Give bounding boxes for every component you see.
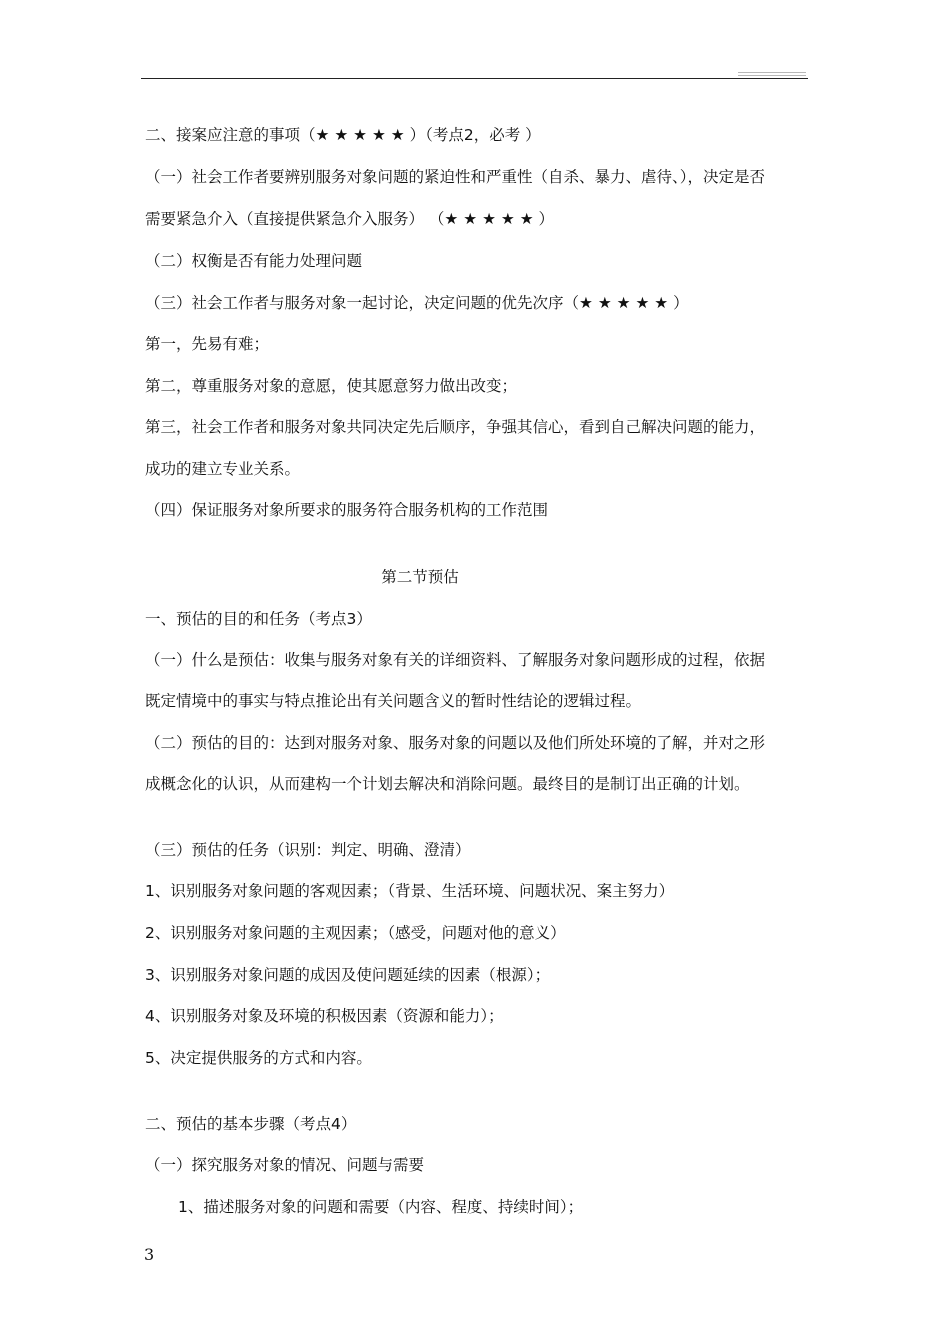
header-mark [738, 75, 806, 76]
paragraph-line: （二）预估的目的：达到对服务对象、服务对象的问题以及他们所处环境的了解，并对之形 [145, 734, 766, 752]
list-item: 1、描述服务对象的问题和需要（内容、程度、持续时间）； [178, 1198, 584, 1216]
header-mark [738, 72, 806, 73]
paragraph-line: 第一，先易有难； [145, 335, 270, 353]
section-heading-assessment-goals: 一、预估的目的和任务（考点3） [145, 610, 372, 628]
paragraph-line: 成概念化的认识，从而建构一个计划去解决和消除问题。最终目的是制订出正确的计划。 [145, 775, 750, 793]
paragraph-line: （三）社会工作者与服务对象一起讨论，决定问题的优先次序（★ ★ ★ ★ ★ ） [145, 294, 689, 312]
paragraph-line: （三）预估的任务（识别：判定、明确、澄清） [145, 841, 471, 859]
paragraph-line: （一）探究服务对象的情况、问题与需要 [145, 1156, 425, 1174]
page-number: 3 [144, 1245, 155, 1264]
section-title-assessment: 第二节预估 [381, 568, 459, 586]
list-item: 5、决定提供服务的方式和内容。 [145, 1049, 372, 1067]
paragraph-line: 第三，社会工作者和服务对象共同决定先后顺序，争强其信心，看到自己解决问题的能力， [145, 418, 766, 436]
paragraph-line: 需要紧急介入（直接提供紧急介入服务） （★ ★ ★ ★ ★ ） [145, 210, 555, 228]
section-heading-assessment-steps: 二、预估的基本步骤（考点4） [145, 1115, 357, 1133]
paragraph-line: 既定情境中的事实与特点推论出有关问题含义的暂时性结论的逻辑过程。 [145, 692, 642, 710]
paragraph-line: （四）保证服务对象所要求的服务符合服务机构的工作范围 [145, 501, 549, 519]
paragraph-line: （二）权衡是否有能力处理问题 [145, 252, 363, 270]
list-item: 2、识别服务对象问题的主观因素；（感受，问题对他的意义） [145, 924, 566, 942]
list-item: 4、识别服务对象及环境的积极因素（资源和能力）； [145, 1007, 504, 1025]
paragraph-line: （一）什么是预估：收集与服务对象有关的详细资料、了解服务对象问题形成的过程，依据 [145, 651, 766, 669]
section-heading-intake-notes: 二、接案应注意的事项（★ ★ ★ ★ ★ ）（考点2，必考 ） [145, 126, 541, 144]
list-item: 3、识别服务对象问题的成因及使问题延续的因素（根源）； [145, 966, 551, 984]
paragraph-line: 第二，尊重服务对象的意愿，使其愿意努力做出改变； [145, 377, 518, 395]
header-rule [141, 78, 808, 79]
paragraph-line: 成功的建立专业关系。 [145, 460, 301, 478]
list-item: 1、识别服务对象问题的客观因素；（背景、生活环境、问题状况、案主努力） [145, 882, 675, 900]
paragraph-line: （一）社会工作者要辨别服务对象问题的紧迫性和严重性（自杀、暴力、虐待、），决定是否 [145, 168, 766, 186]
